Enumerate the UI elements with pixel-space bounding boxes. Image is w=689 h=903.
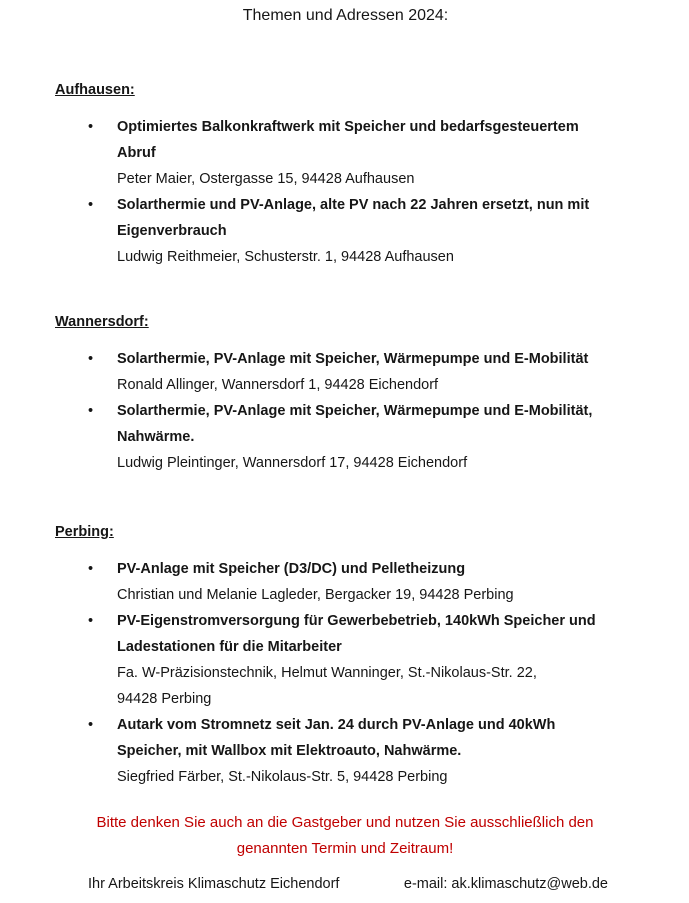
- list-item: [55, 556, 689, 608]
- entry-list-perbing: [55, 556, 689, 790]
- entry-contact: Christian und Melanie Lagleder, Bergacker 19, 94428 Perbing: [117, 587, 514, 603]
- entry-contact: Fa. W-Präzisionstechnik, Helmut Wanninger, St.-Nikolaus-Str. 22, 94428 Perbing: [117, 665, 537, 707]
- entry-topic: Solarthermie, PV-Anlage mit Speicher, Wärmepumpe und E-Mobilität: [117, 351, 589, 367]
- list-item: [55, 346, 689, 398]
- entry-topic: PV-Anlage mit Speicher (D3/DC) und Pelletheizung: [117, 561, 466, 577]
- entry-contact: Ronald Allinger, Wannersdorf 1, 94428 Eichendorf: [117, 377, 439, 393]
- bullet-icon: •: [88, 351, 94, 367]
- entry-contact: Siegfried Färber, St.-Nikolaus-Str. 5, 94428 Perbing: [117, 769, 448, 785]
- bullet-icon: •: [88, 613, 94, 629]
- list-item: [55, 192, 689, 270]
- entry-contact: Ludwig Reithmeier, Schusterstr. 1, 94428 Aufhausen: [117, 249, 454, 265]
- entry-topic: PV-Eigenstromversorgung für Gewerbebetrieb, 140kWh Speicher und Ladestationen für die Mitarbeiter: [117, 613, 596, 655]
- entry-topic: Solarthermie, PV-Anlage mit Speicher, Wärmepumpe und E-Mobilität, Nahwärme.: [117, 403, 593, 445]
- section-heading-aufhausen: Aufhausen:: [55, 82, 135, 98]
- entry-topic: Solarthermie und PV-Anlage, alte PV nach 22 Jahren ersetzt, nun mit Eigenverbrauch: [117, 197, 590, 239]
- bullet-icon: •: [88, 403, 94, 419]
- footer-email: e-mail: ak.klimaschutz@web.de: [403, 876, 608, 892]
- section-aufhausen: [55, 80, 635, 270]
- list-item: [55, 608, 689, 712]
- section-wannersdorf: [55, 312, 635, 476]
- section-perbing: [55, 522, 635, 790]
- footer: [55, 874, 635, 894]
- host-notice: Bitte denken Sie auch an die Gastgeber und nutzen Sie ausschließlich den genannten Termin und Zeitraum!: [96, 814, 594, 857]
- bullet-icon: •: [88, 561, 94, 577]
- section-heading-perbing: Perbing:: [55, 524, 114, 540]
- entry-list-wannersdorf: [55, 346, 689, 476]
- footer-organization: Ihr Arbeitskreis Klimaschutz Eichendorf: [88, 876, 340, 892]
- bullet-icon: •: [88, 197, 94, 213]
- bullet-icon: •: [88, 119, 94, 135]
- entry-topic: Autark vom Stromnetz seit Jan. 24 durch PV-Anlage und 40kWh Speicher, mit Wallbox mit Elektroauto, Nahwärme.: [117, 717, 556, 759]
- list-item: [55, 712, 689, 790]
- entry-contact: Ludwig Pleintinger, Wannersdorf 17, 94428 Eichendorf: [117, 455, 468, 471]
- entry-list-aufhausen: [55, 114, 689, 270]
- list-item: [55, 398, 689, 476]
- section-heading-wannersdorf: Wannersdorf:: [55, 314, 149, 330]
- list-item: [55, 114, 689, 192]
- bullet-icon: •: [88, 717, 94, 733]
- entry-topic: Optimiertes Balkonkraftwerk mit Speicher und bedarfsgesteuertem Abruf: [117, 119, 579, 161]
- entry-contact: Peter Maier, Ostergasse 15, 94428 Aufhausen: [117, 171, 415, 187]
- page-title: Themen und Adressen 2024:: [242, 7, 449, 24]
